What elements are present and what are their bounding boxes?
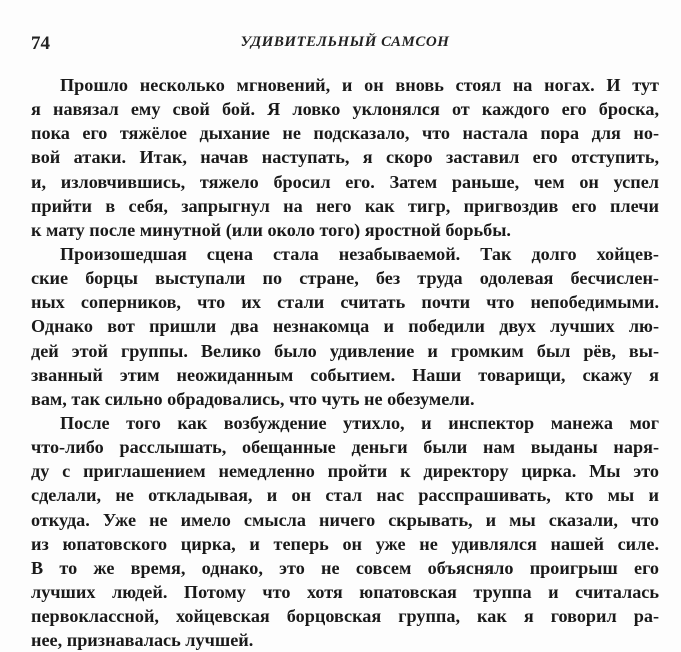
body-text: [31, 73, 659, 652]
text-line: вой атаки. Итак, начав наступать, я скоро заставил его отступить,: [31, 147, 659, 168]
text-line: сделали, не откладывая, и он стал нас расспрашивать, кто мы и: [31, 485, 659, 506]
text-line: ские борцы выступали по стране, без труда одолевая бесчислен-: [31, 268, 659, 289]
text-line: вам, так сильно обрадовались, что чуть не обезумели.: [31, 388, 475, 409]
text-line: и, изловчившись, тяжело бросил его. Затем раньше, чем он успел: [31, 171, 659, 192]
text-line: ду с приглашением немедленно пройти к директору цирка. Мы это: [31, 461, 659, 482]
text-line: я навязал ему свой бой. Я ловко уклонялся от каждого его броска,: [31, 99, 659, 120]
paragraph-1: [31, 73, 659, 242]
page-number: 74: [31, 33, 50, 54]
text-line: лучших людей. Потому что хотя юпатовская труппа и считалась: [31, 581, 659, 602]
text-line: После того как возбуждение утихло, и инспектор манежа мог: [60, 412, 659, 433]
text-line: Прошло несколько мгновений, и он вновь стоял на ногах. И тут: [60, 75, 659, 95]
text-line: ных соперников, что их стали считать почти что непобедимыми.: [31, 292, 659, 313]
text-line: к мату после минутной (или около того) яростной борьбы.: [31, 219, 511, 240]
text-line: Произошедшая сцена стала незабываемой. Так долго хойцев-: [60, 243, 659, 264]
running-head: [31, 33, 659, 59]
text-line: прийти в себя, запрыгнул на него как тигр, пригвоздив его плечи: [31, 195, 659, 216]
text-line: что-либо расслышать, обещанные деньги были нам выданы наря-: [31, 437, 659, 458]
text-line: В то же время, однако, это не совсем объясняло проигрыш его: [31, 557, 659, 578]
text-line: званный этим неожиданным событием. Наши товарищи, скажу я: [31, 364, 659, 385]
text-line: пока его тяжёлое дыхание не подсказало, что настала пора для но-: [31, 123, 659, 144]
paragraph-2: [31, 242, 659, 411]
text-line: откуда. Уже не имело смысла ничего скрывать, и мы сказали, что: [31, 509, 659, 530]
text-line: дей этой группы. Велико было удивление и громким был рёв, вы-: [31, 340, 659, 361]
text-line: из юпатовского цирка, и теперь он уже не удивлялся нашей силе.: [31, 533, 659, 554]
paragraph-3: [31, 411, 659, 652]
text-line: нее, признавалась лучшей.: [31, 630, 254, 651]
text-line: первоклассной, хойцевская борцовская группа, как я говорил ра-: [31, 606, 659, 627]
text-line: Однако вот пришли два незнакомца и победили двух лучших лю-: [31, 316, 659, 337]
running-title: УДИВИТЕЛЬНЫЙ САМСОН: [240, 34, 450, 50]
